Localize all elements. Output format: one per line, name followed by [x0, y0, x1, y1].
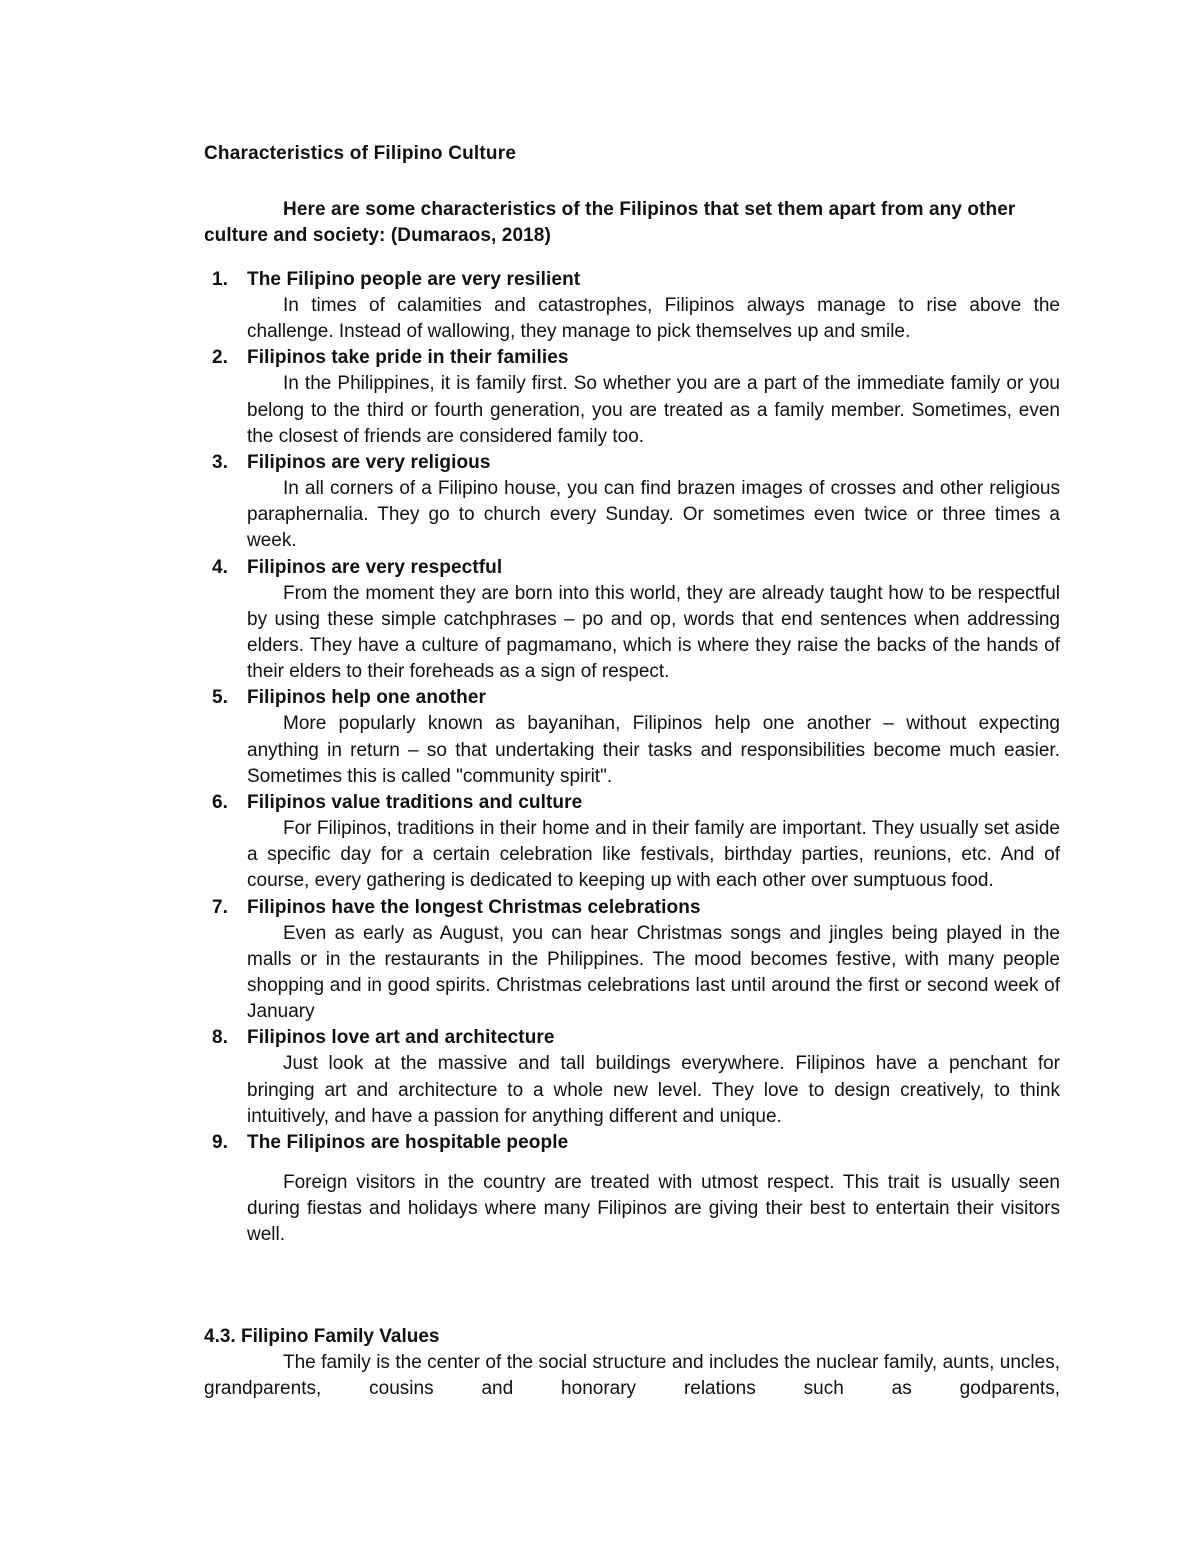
- item-heading: Filipinos are very religious: [247, 452, 491, 474]
- item-description: In all corners of a Filipino house, you can find brazen images of crosses and other religious paraphernalia. They go to church every Sunday. Or sometimes even twice or three times a week.: [247, 478, 1060, 552]
- item-description: Even as early as August, you can hear Christmas songs and jingles being played in the malls or in the restaurants in the Philippines. The mood becomes festive, with many people shopping and in good spirits. Christmas celebrations last until around the first or second week of January: [247, 922, 1060, 1023]
- item-heading: Filipinos love art and architecture: [247, 1027, 555, 1049]
- section-paragraph: The family is the center of the social structure and includes the nuclear family, aunts, uncles, grandparents, cousins and honorary relations such as godparents,: [204, 1352, 1060, 1399]
- item-number: 9.: [212, 1132, 228, 1154]
- list-item: [204, 895, 1060, 1026]
- section-heading: 4.3. Filipino Family Values: [204, 1326, 440, 1347]
- item-heading: Filipinos are very respectful: [247, 556, 503, 578]
- item-description: In the Philippines, it is family first. So whether you are a part of the immediate family or you belong to the third or fourth generation, you are treated as a family member. Sometimes, even the closest of friends are considered family too.: [247, 373, 1060, 447]
- item-number: 5.: [212, 687, 228, 709]
- item-heading: The Filipinos are hospitable people: [247, 1132, 569, 1154]
- item-heading: Filipinos help one another: [247, 687, 487, 709]
- document-title: Characteristics of Filipino Culture: [204, 143, 517, 164]
- item-number: 3.: [212, 452, 228, 474]
- item-number: 7.: [212, 896, 228, 918]
- item-number: 4.: [212, 556, 228, 578]
- item-heading: Filipinos take pride in their families: [247, 347, 569, 369]
- item-heading: Filipinos have the longest Christmas celebrations: [247, 896, 701, 918]
- item-number: 8.: [212, 1027, 228, 1049]
- item-number: 1.: [212, 269, 228, 290]
- item-description: In times of calamities and catastrophes, Filipinos always manage to rise above the challenge. Instead of wallowing, they manage to pick themselves up and smile.: [247, 295, 1060, 343]
- item-number: 2.: [212, 347, 228, 369]
- list-item: [204, 555, 1060, 686]
- item-description: Just look at the massive and tall buildings everywhere. Filipinos have a penchant for bringing art and architecture to a whole new level. They love to design creatively, to think intuitively, and have a passion for anything different and unique.: [247, 1053, 1060, 1127]
- list-item: [204, 450, 1060, 555]
- list-item: [204, 1025, 1060, 1130]
- item-heading: Filipinos value traditions and culture: [247, 792, 583, 814]
- list-item: [204, 1130, 1060, 1249]
- list-item: [204, 345, 1060, 450]
- item-description: For Filipinos, traditions in their home and in their family are important. They usually set aside a specific day for a certain celebration like festivals, birthday parties, reunions, etc. And of course, every gathering is dedicated to keeping up with each other over sumptuous food.: [247, 818, 1060, 892]
- intro-paragraph: Here are some characteristics of the Filipinos that set them apart from any other culture and society: (Dumaraos, 2018): [204, 199, 1016, 246]
- list-item: [204, 685, 1060, 790]
- item-heading: The Filipino people are very resilient: [247, 269, 581, 290]
- item-description: More popularly known as bayanihan, Filipinos help one another – without expecting anything in return – so that undertaking their tasks and responsibilities become much easier. Sometimes this is called "community spirit".: [247, 713, 1060, 787]
- item-description: From the moment they are born into this world, they are already taught how to be respectful by using these simple catchphrases – po and op, words that end sentences when addressing elders. They have a culture of pagmamano, which is where they raise the backs of the hands of their elders to their foreheads as a sign of respect.: [247, 582, 1060, 683]
- list-item: [204, 790, 1060, 895]
- list-item: [204, 267, 1060, 345]
- item-number: 6.: [212, 792, 228, 814]
- characteristics-list: [204, 267, 1060, 1249]
- item-description: Foreign visitors in the country are treated with utmost respect. This trait is usually seen during fiestas and holidays where many Filipinos are giving their best to entertain their visitors well.: [247, 1172, 1060, 1246]
